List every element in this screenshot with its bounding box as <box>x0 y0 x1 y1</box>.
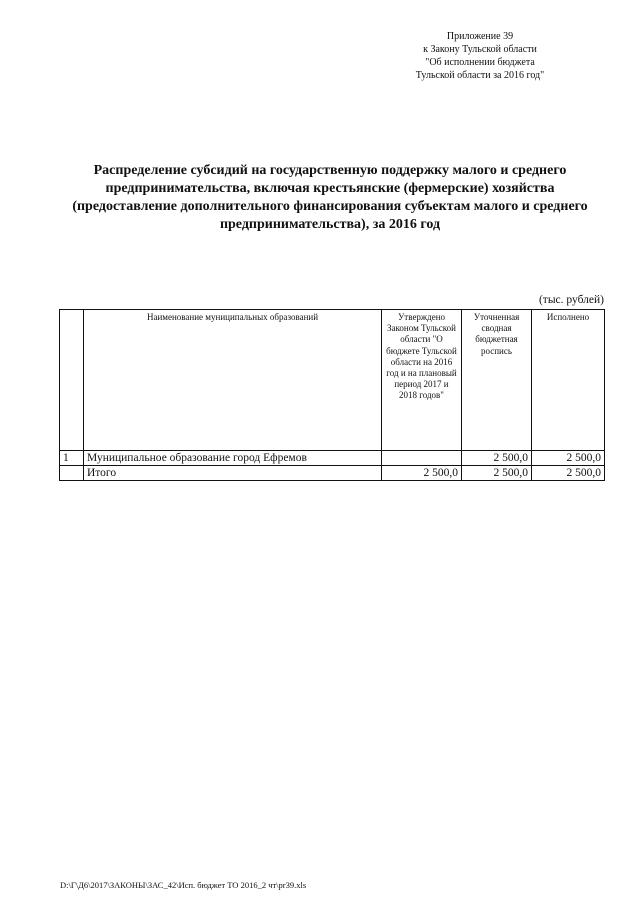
table-total-row <box>60 466 605 481</box>
subsidy-table <box>59 309 605 481</box>
appendix-line-4: Тульской области за 2016 год" <box>415 70 545 81</box>
row-name: Итого <box>84 466 382 481</box>
title-line-4: предпринимательства), за 2016 год <box>219 217 441 232</box>
title-line-2: предпринимательства, включая крестьянские (фермерские) хозяйства <box>105 181 555 196</box>
title-line-3: (предоставление дополнительного финансирования субъектам малого и среднего <box>72 199 588 214</box>
units-label: (тыс. рублей) <box>538 294 604 306</box>
row-approved <box>382 451 462 466</box>
row-name: Муниципальное образование город Ефремов <box>84 451 382 466</box>
header-approved: Утверждено Законом Тульской области "О бюджете Тульской области на 2016 год и на плановый период 2017 и 2018 годов" <box>382 310 462 451</box>
appendix-line-2: к Закону Тульской области <box>423 44 537 55</box>
row-refined: 2 500,0 <box>462 466 532 481</box>
row-number: 1 <box>60 451 84 466</box>
document-title <box>60 162 600 234</box>
header-executed: Исполнено <box>532 310 605 451</box>
appendix-line-1: Приложение 39 <box>446 31 514 42</box>
table-header-row <box>60 310 605 451</box>
row-number <box>60 466 84 481</box>
header-number <box>60 310 84 451</box>
row-refined: 2 500,0 <box>462 451 532 466</box>
header-refined-budget: Уточненная сводная бюджетная роспись <box>462 310 532 451</box>
appendix-heading <box>380 30 580 82</box>
file-path-footer: D:\Г\Д6\2017\ЗАКОНЫ\ЗАС_42\Исп. бюджет ТО 2016_2 чт\pr39.xls <box>60 880 307 890</box>
header-municipality-name: Наименование муниципальных образований <box>84 310 382 451</box>
table-row <box>60 451 605 466</box>
row-approved: 2 500,0 <box>382 466 462 481</box>
appendix-line-3: "Об исполнении бюджета <box>425 57 535 68</box>
title-line-1: Распределение субсидий на государственную поддержку малого и среднего <box>93 163 567 178</box>
row-executed: 2 500,0 <box>532 466 605 481</box>
row-executed: 2 500,0 <box>532 451 605 466</box>
